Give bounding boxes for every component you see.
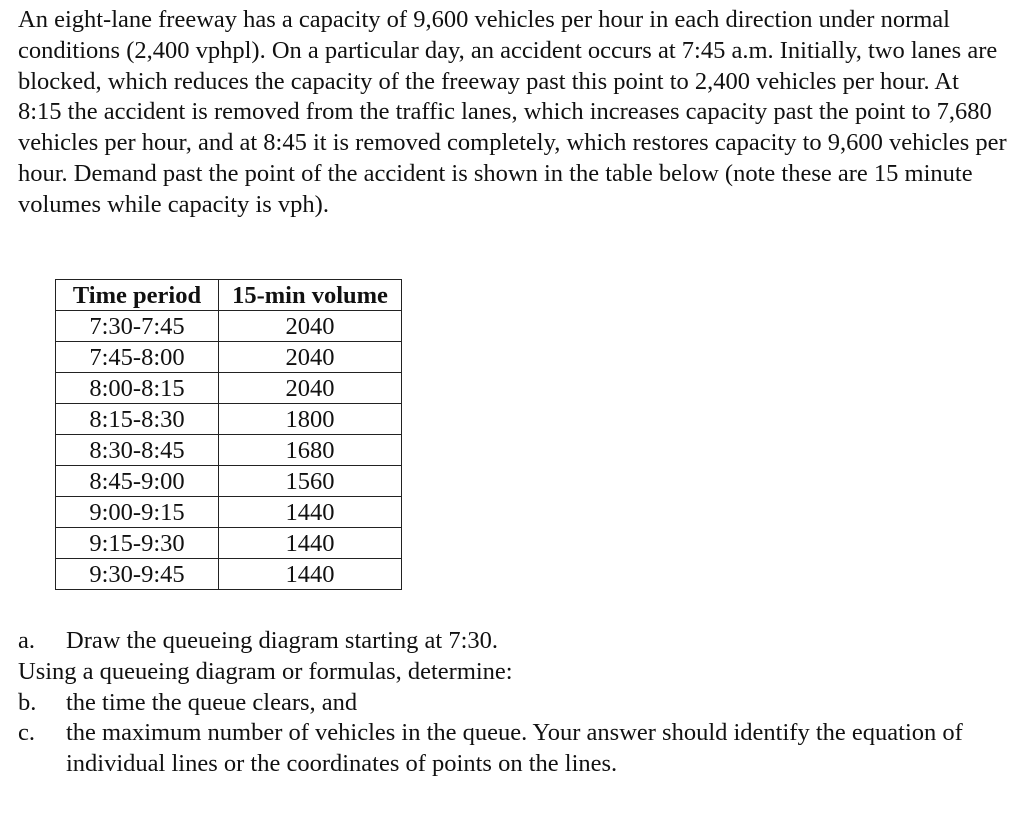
volume-cell: 1800: [219, 404, 402, 435]
question-c-text: the maximum number of vehicles in the queue. Your answer should identify the equation of individual lines or the coordinates of points on the lines.: [66, 719, 963, 778]
volume-cell: 1680: [219, 435, 402, 466]
table-header-row: [56, 280, 402, 311]
time-period-cell: 8:00-8:15: [56, 373, 219, 404]
table-row: [56, 342, 402, 373]
volume-cell: 1440: [219, 497, 402, 528]
volume-cell: 2040: [219, 311, 402, 342]
volume-cell: 2040: [219, 373, 402, 404]
volume-cell: 2040: [219, 342, 402, 373]
question-list: [18, 626, 1008, 780]
question-a-letter: a.: [18, 627, 35, 654]
time-period-cell: 8:15-8:30: [56, 404, 219, 435]
time-period-cell: 9:30-9:45: [56, 559, 219, 590]
time-period-cell: 8:45-9:00: [56, 466, 219, 497]
table-row: [56, 528, 402, 559]
question-c-letter: c.: [18, 719, 35, 747]
table-row: [56, 435, 402, 466]
demand-table: [55, 279, 402, 590]
time-period-cell: 9:00-9:15: [56, 497, 219, 528]
volume-cell: 1560: [219, 466, 402, 497]
time-period-cell: 8:30-8:45: [56, 435, 219, 466]
question-b-letter: b.: [18, 688, 37, 716]
volume-cell: 1440: [219, 528, 402, 559]
question-lead-text: Using a queueing diagram or formulas, determine:: [18, 657, 513, 685]
question-a: [18, 626, 1008, 657]
volume-cell: 1440: [219, 559, 402, 590]
time-period-cell: 9:15-9:30: [56, 528, 219, 559]
table-row: [56, 404, 402, 435]
question-b: [18, 688, 1008, 719]
time-period-cell: 7:30-7:45: [56, 311, 219, 342]
table-row: [56, 466, 402, 497]
table-row: [56, 497, 402, 528]
question-c: [18, 718, 1008, 780]
table-row: [56, 311, 402, 342]
question-a-text: Draw the queueing diagram starting at 7:30.: [66, 627, 499, 654]
question-b-text: the time the queue clears, and: [66, 688, 358, 716]
time-period-cell: 7:45-8:00: [56, 342, 219, 373]
problem-statement: An eight-lane freeway has a capacity of 9,600 vehicles per hour in each direction under normal conditions (2,400 vphpl). On a particular day, an accident occurs at 7:45 a.m. Initially, two lanes are blocked, which reduces the capacity of the freeway past this point to 2,400 vehicles per hour. At 8:15 the accident is removed from the traffic lanes, which increases capacity past the point to 7,680 vehicles per hour, and at 8:45 it is removed completely, which restores capacity to 9,600 vehicles per hour. Demand past the point of the accident is shown in the table below (note these are 15 minute volumes while capacity is vph).: [18, 6, 1007, 218]
demand-table-container: [55, 279, 402, 590]
table-row: [56, 559, 402, 590]
header-15-min-volume: 15-min volume: [219, 280, 402, 311]
table-row: [56, 373, 402, 404]
header-time-period: Time period: [56, 280, 219, 311]
